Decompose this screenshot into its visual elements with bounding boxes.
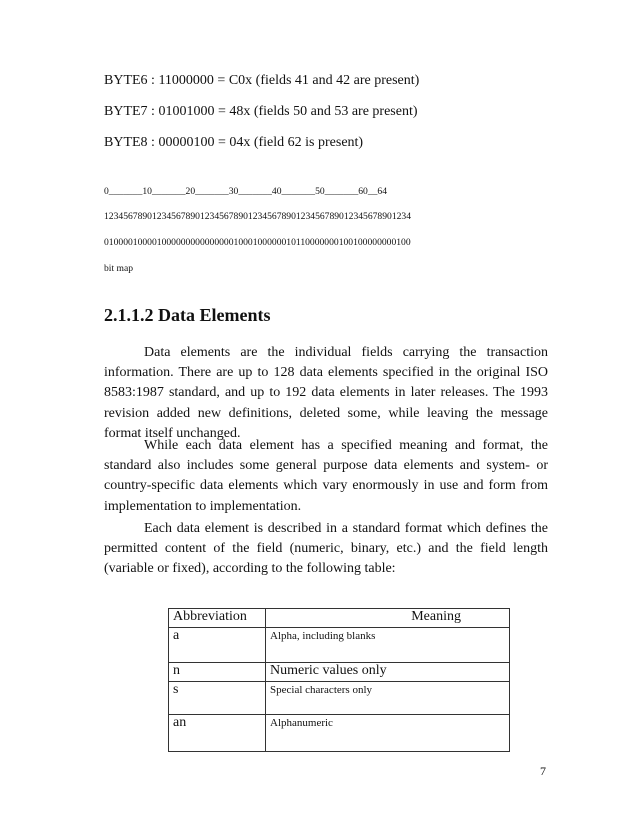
- header-abbreviation: Abbreviation: [169, 609, 266, 628]
- table-row: [169, 628, 510, 663]
- page-number: 7: [540, 764, 546, 778]
- abbreviation-table: [168, 608, 510, 752]
- table-row: [169, 715, 510, 752]
- table-cell-meaning: Alpha, including blanks: [266, 628, 510, 663]
- table-cell-meaning: Alphanumeric: [266, 715, 510, 752]
- bitmap-positions: 1234567890123456789012345678901234567890123456789012345678901234: [104, 211, 411, 222]
- table-cell-abbr: s: [169, 682, 266, 715]
- table-cell-meaning: Numeric values only: [266, 663, 510, 682]
- table-header-row: [169, 609, 510, 628]
- paragraph-2-text: While each data element has a specified meaning and format, the standard also includes some general purpose data elements and system- or country-specific data elements which vary enormously in use and form from implementation to implementation.: [104, 438, 548, 514]
- paragraph-1: [104, 343, 548, 444]
- table-row: [169, 682, 510, 715]
- table-cell-meaning: Special characters only: [266, 682, 510, 715]
- table-cell-abbr: an: [169, 715, 266, 752]
- bitmap-bits: 0100001000010000000000000001000100000010110000000100100000000100: [104, 237, 411, 248]
- byte7-line: BYTE7 : 01001000 = 48x (fields 50 and 53 are present): [104, 104, 418, 119]
- header-meaning: Meaning: [266, 609, 510, 628]
- byte6-line: BYTE6 : 11000000 = C0x (fields 41 and 42 are present): [104, 73, 420, 88]
- paragraph-2: [104, 436, 548, 517]
- paragraph-3-text: Each data element is described in a standard format which defines the permitted content of the field (numeric, binary, etc.) and the field length (variable or fixed), according to the following table:: [104, 521, 548, 577]
- section-heading: 2.1.1.2 Data Elements: [104, 305, 271, 325]
- bitmap-label: bit map: [104, 263, 134, 274]
- table-cell-abbr: n: [169, 663, 266, 682]
- table-cell-abbr: a: [169, 628, 266, 663]
- paragraph-1-text: Data elements are the individual fields carrying the transaction information. There are up to 128 data elements specified in the original ISO 8583:1987 standard, and up to 192 data elements in later releases. The 1993 revision added new definitions, deleted some, while leaving the message format itself unchanged.: [104, 345, 548, 441]
- bitmap-ruler: 0_______10_______20_______30_______40_______50_______60__64: [104, 186, 388, 197]
- byte8-line: BYTE8 : 00000100 = 04x (field 62 is present): [104, 135, 364, 150]
- table-row: [169, 663, 510, 682]
- paragraph-3: [104, 519, 548, 580]
